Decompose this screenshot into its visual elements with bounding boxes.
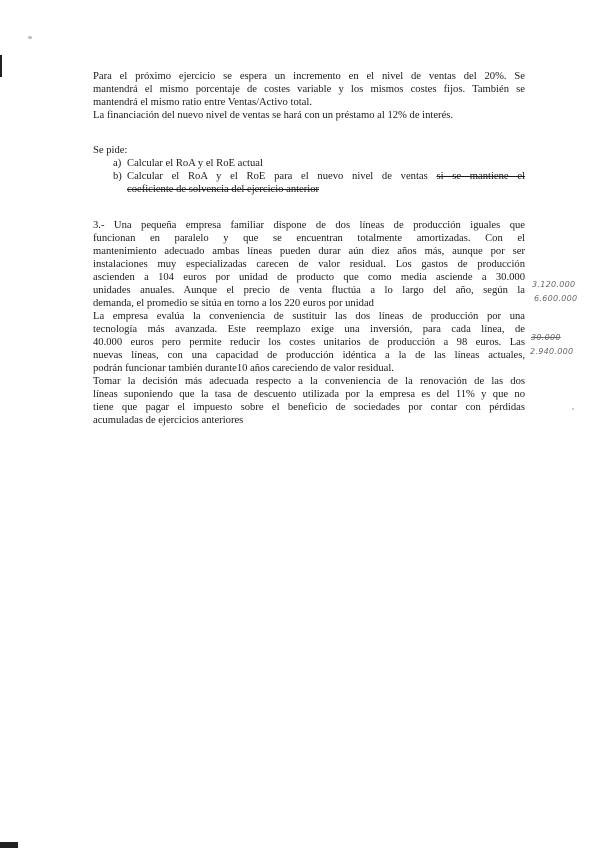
intro-paragraph xyxy=(93,70,525,122)
questions-block xyxy=(93,144,525,196)
text-line: Para el próximo ejercicio se espera un incremento en el nivel de ventas del 20%. Se xyxy=(93,71,525,82)
item-text-wrapper xyxy=(127,170,525,196)
text-line: unidades anuales. Aunque el precio de venta fluctúa a lo largo del año, según la xyxy=(93,285,525,296)
text-line: podrán funcionar también durante10 años careciendo de valor residual. xyxy=(93,363,394,374)
question-item xyxy=(113,170,525,196)
item-text: Calcular el RoA y el RoE actual xyxy=(127,158,263,169)
text-line: ascienden a 104 euros por unidad de producto que como media asciende a 30.000 xyxy=(93,272,525,283)
scan-speck xyxy=(28,36,32,39)
text-line: funcionan en paralelo y que se encuentran totalmente amortizadas. Con el xyxy=(93,233,525,244)
text-line: 40.000 euros pero permite reducir los costes unitarios de producción a 98 euros. Las xyxy=(93,337,525,348)
problem-3-paragraph xyxy=(93,219,525,427)
text-line: La empresa evalúa la conveniencia de sustituir las dos líneas de producción por una xyxy=(93,311,525,322)
struck-text: coeficiente de solvencia del ejercicio anterior xyxy=(127,184,320,195)
text-line: instalaciones muy especializadas carecen de valor residual. Los gastos de producción xyxy=(93,259,525,270)
struck-text: si se mantiene el xyxy=(436,171,526,182)
text-line: Tomar la decisión más adecuada respecto a la conveniencia de la renovación de las dos xyxy=(93,376,525,387)
text-line: demanda, el promedio se sitúa en torno a los 220 euros por unidad xyxy=(93,298,374,309)
text-line: nuevas líneas, con una capacidad de producción idéntica a la de las líneas actuales, xyxy=(93,350,525,361)
question-item xyxy=(113,157,525,170)
text-line: mantenimiento adecuado ambas líneas pueden durar aún diez años más, aunque por ser xyxy=(93,246,525,257)
handwritten-note: 6.600.000 xyxy=(534,294,578,303)
left-edge-mark xyxy=(0,55,2,77)
text-line: tiene que pagar el impuesto sobre el beneficio de sociedades por contar con pérdidas xyxy=(93,402,525,413)
scan-speck xyxy=(572,408,574,410)
text-line: La financiación del nuevo nivel de ventas se hará con un préstamo al 12% de interés. xyxy=(93,110,454,121)
text-line: mantendrá el mismo porcentaje de costes variable y los mismos costes fijos. También se xyxy=(93,84,525,95)
item-text: Calcular el RoA y el RoE para el nuevo nivel de ventas xyxy=(127,171,428,182)
handwritten-note: 2.940.000 xyxy=(530,347,574,356)
text-line: mantendrá el mismo ratio entre Ventas/Activo total. xyxy=(93,97,312,108)
item-text-line xyxy=(127,170,525,183)
handwritten-note: 3.120.000 xyxy=(532,280,576,289)
questions-heading: Se pide: xyxy=(93,145,128,156)
item-label: b) xyxy=(113,171,122,182)
text-line: 3.- Una pequeña empresa familiar dispone de dos líneas de producción iguales que xyxy=(93,220,525,231)
text-line: líneas suponiendo que la tasa de descuento utilizada por la empresa es del 11% y que no xyxy=(93,389,525,400)
bottom-left-mark xyxy=(0,842,18,848)
text-line: acumuladas de ejercicios anteriores xyxy=(93,415,244,426)
text-line: tecnología más avanzada. Este reemplazo exige una inversión, para cada línea, de xyxy=(93,324,525,335)
handwritten-note: 30.000 xyxy=(531,333,561,342)
item-label: a) xyxy=(113,158,122,169)
